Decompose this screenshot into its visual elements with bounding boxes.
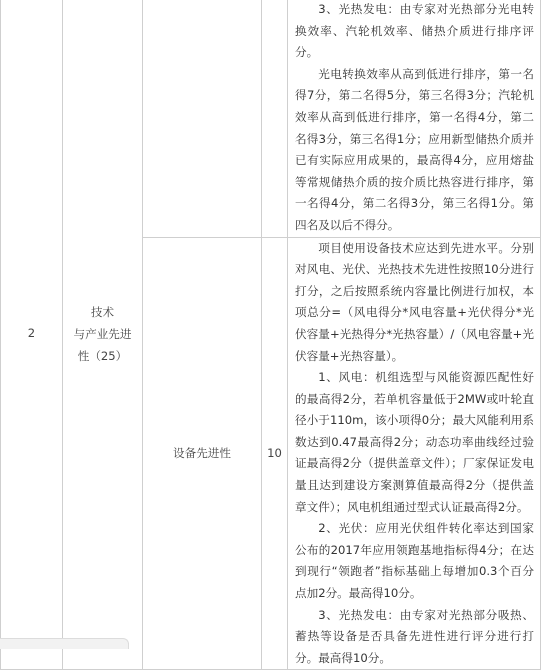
desc-eq-p2: 1、风电：机组选型与风能资源匹配性好的最高得2分，若单机容量低于2MW或叶轮直径小于110m，该小项得0分；最大风能利用系数达到0.47最高得2分；动态功率曲线经过验证最高得2分（提供盖章文件）；厂家保证发电量且达到建设方案测算值最高得2分（提供盖章文件）；风电机组通过型式认证最高得2分。 bbox=[295, 370, 534, 514]
table-row-top bbox=[1, 0, 541, 237]
desc-eq-p4: 3、光热发电：由专家对光热部分吸热、蓄热等设备是否具备先进性进行评分进行打分。最高得10分。 bbox=[295, 607, 534, 665]
desc-top-p2: 光电转换效率从高到低进行排序，第一名得7分，第二名得5分，第三名得3分；汽轮机效率从高到低进行排序，第一名得4分，第二名得3分，第三名得1分；应用新型储热介质并已有实际应用成果的，最高得4分，应用熔盐等常规储热介质的按介质比热容进行排序，第一名得4分，第二名得3分，第三名得1分。第四名及以后不得分。 bbox=[295, 66, 534, 232]
row-index: 2 bbox=[1, 0, 63, 670]
desc-eq-p1: 项目使用设备技术应达到先进水平。分别对风电、光伏、光热技术先进性按照10分进行打分，之后按照系统内容量比例进行加权，本项总分=（风电得分*风电容量+光伏得分*光伏容量+光热得分*光热容量）/（风电容量+光伏容量+光热容量）。 bbox=[295, 240, 534, 363]
category-line-3: 性（25） bbox=[77, 349, 128, 364]
category-line-2: 与产业先进 bbox=[73, 327, 132, 342]
desc-eq-p3: 2、光伏：应用光伏组件转化率达到国家公布的2017年应用领跑基地指标得4分；在达到现行“领跑者”指标基础上每增加0.3个百分点加2分。最高得10分。 bbox=[295, 521, 534, 601]
description-cell-top bbox=[288, 0, 541, 237]
subitem-name: 设备先进性 bbox=[143, 237, 262, 670]
score-cell-blank bbox=[262, 0, 288, 237]
desc-top-p1: 3、光热发电：由专家对光热部分光电转换效率、汽轮机效率、储热介质进行排序评分。 bbox=[295, 2, 534, 60]
description-cell-equipment bbox=[288, 237, 541, 670]
category-cell bbox=[63, 0, 143, 670]
category-line-1: 技术 bbox=[90, 305, 115, 320]
subitem-score: 10 bbox=[262, 237, 288, 670]
bottom-toolbar-edge bbox=[0, 638, 129, 649]
subitem-cell-blank bbox=[143, 0, 262, 237]
